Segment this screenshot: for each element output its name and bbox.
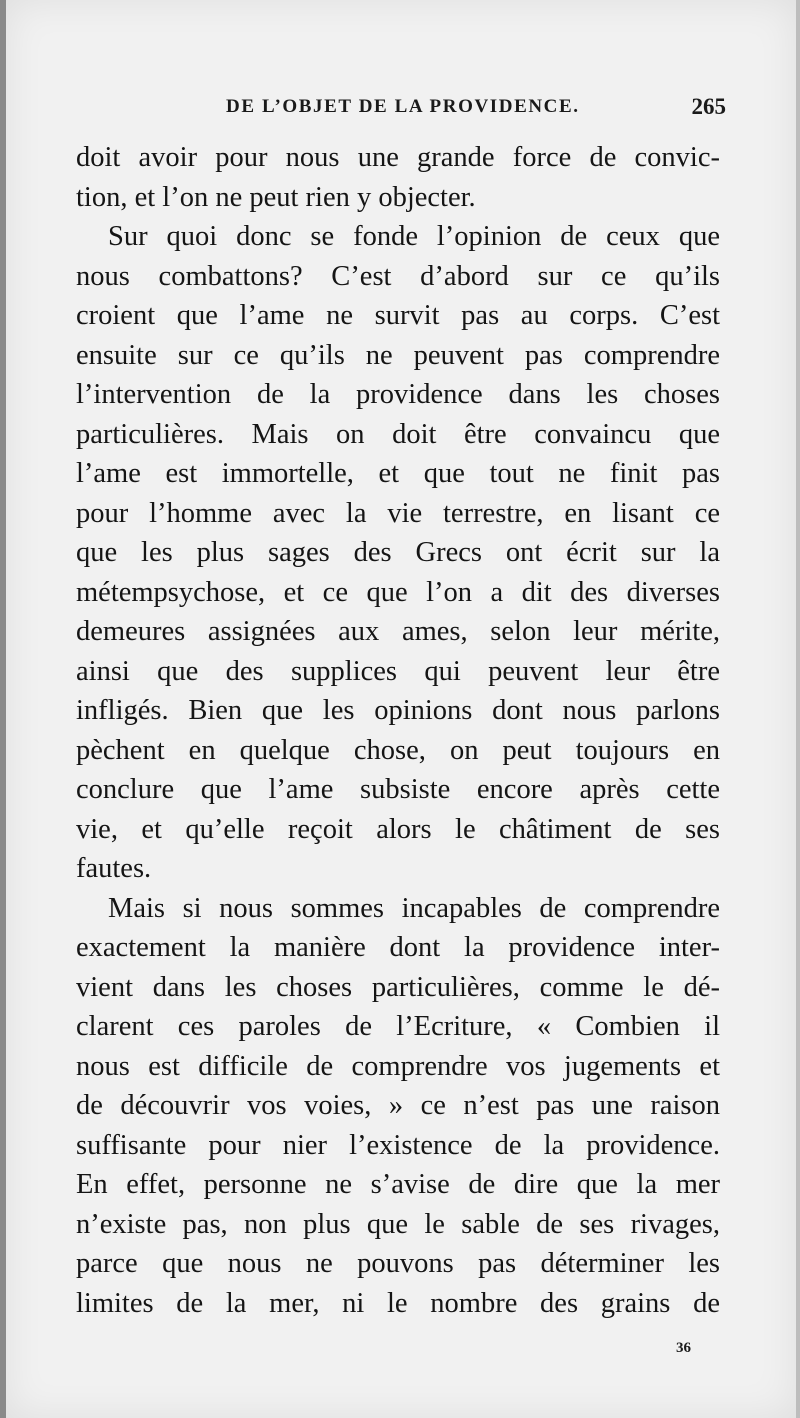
text-line: tion, et l’on ne peut rien y objecter.	[76, 181, 476, 213]
running-head	[86, 96, 726, 126]
text-line: conclure que l’ame subsiste encore après cette	[76, 774, 720, 805]
text-line: suffisante pour nier l’existence de la providence.	[76, 1129, 720, 1161]
text-line: l’ame est immortelle, et que tout ne finit pas	[76, 458, 720, 489]
page-number: 265	[691, 94, 726, 119]
signature-mark: 36	[676, 1340, 691, 1356]
text-line: particulières. Mais on doit être convaincu que	[76, 418, 720, 450]
text-line: pèchent en quelque chose, on peut toujours en	[76, 734, 720, 766]
text-line: exactement la manière dont la providence inter-	[76, 932, 720, 963]
body-text	[76, 138, 720, 1323]
text-line: En effet, personne ne s’avise de dire que la mer	[76, 1169, 720, 1200]
text-line: ensuite sur ce qu’ils ne peuvent pas comprendre	[76, 339, 720, 371]
text-line: Sur quoi donc se fonde l’opinion de ceux que	[108, 221, 720, 252]
text-line: pour l’homme avec la vie terrestre, en lisant ce	[76, 497, 720, 529]
text-line: doit avoir pour nous une grande force de convic-	[76, 142, 720, 173]
text-line: parce que nous ne pouvons pas déterminer les	[76, 1248, 720, 1279]
text-line: clarent ces paroles de l’Ecriture, « Combien il	[76, 1011, 720, 1042]
text-line: que les plus sages des Grecs ont écrit sur la	[76, 537, 720, 568]
text-line: limites de la mer, ni le nombre des grains de	[76, 1287, 720, 1319]
text-line: croient que l’ame ne survit pas au corps. C’est	[76, 300, 720, 331]
text-line: infligés. Bien que les opinions dont nous parlons	[76, 695, 720, 726]
text-line: nous est difficile de comprendre vos jugements et	[76, 1050, 720, 1082]
text-line: fautes.	[76, 853, 152, 884]
text-line: vient dans les choses particulières, comme le dé-	[76, 971, 720, 1003]
text-line: nous combattons? C’est d’abord sur ce qu’ils	[76, 260, 720, 292]
book-page	[6, 0, 796, 1418]
text-line: demeures assignées aux ames, selon leur mérite,	[76, 616, 720, 647]
text-line: vie, et qu’elle reçoit alors le châtiment de ses	[76, 813, 720, 845]
running-title: DE L’OBJET DE LA PROVIDENCE.	[226, 96, 580, 117]
text-line: ainsi que des supplices qui peuvent leur être	[76, 655, 720, 687]
text-line: métempsychose, et ce que l’on a dit des diverses	[76, 576, 720, 608]
text-line: n’existe pas, non plus que le sable de ses rivages,	[76, 1208, 720, 1240]
text-line: Mais si nous sommes incapables de comprendre	[108, 892, 720, 924]
text-line: de découvrir vos voies, » ce n’est pas une raison	[76, 1090, 720, 1121]
text-line: l’intervention de la providence dans les choses	[76, 379, 720, 410]
